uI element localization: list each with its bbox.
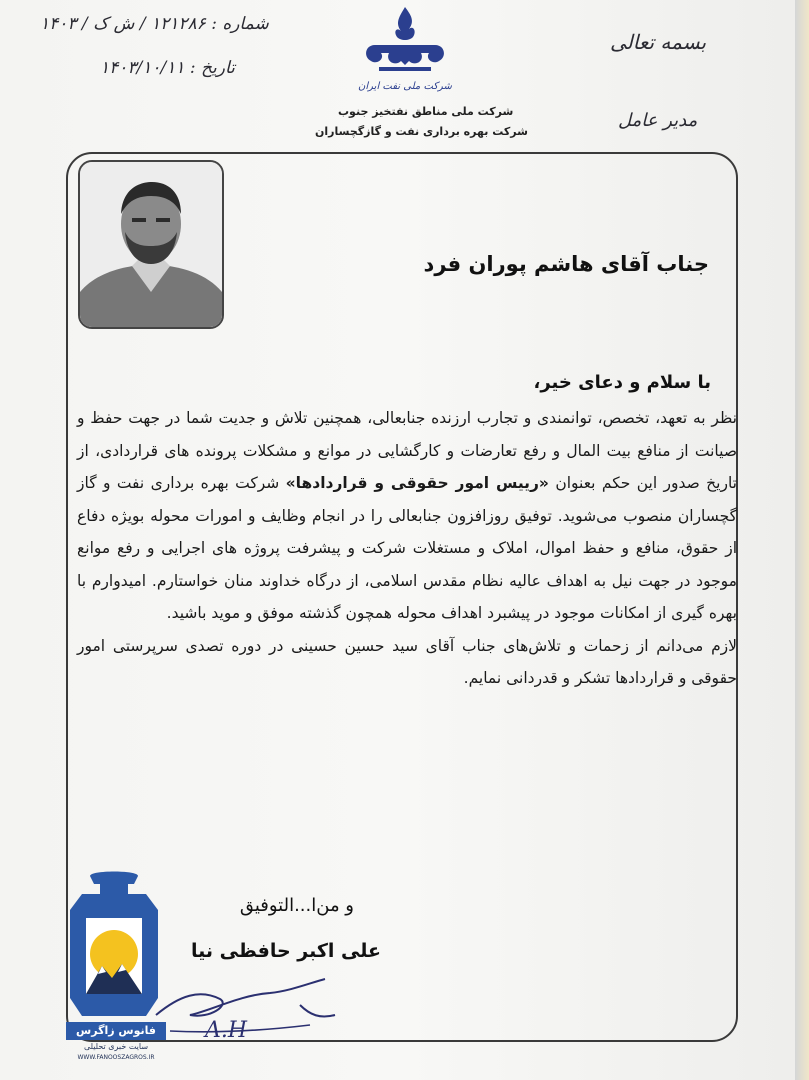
company-line-2: شرکت بهره برداری نفت و گازگچساران	[315, 125, 528, 138]
watermark-subtitle: سایت خبری تحلیلی	[83, 1042, 149, 1051]
paragraph-1	[77, 402, 737, 630]
recipient-photo	[78, 160, 224, 329]
letter-number	[40, 14, 269, 34]
signer-name: علی اکبر حافظی نیا	[191, 940, 381, 962]
paper-edge	[795, 0, 809, 1080]
recipient-name: جناب آقای هاشم پوران فرد	[423, 252, 709, 276]
number-label: شماره :	[211, 14, 269, 34]
date-label: تاریخ :	[189, 58, 235, 78]
nioc-logo	[355, 5, 455, 97]
watermark-logo	[60, 870, 168, 1070]
signature	[150, 975, 340, 1045]
watermark-url: WWW.FANOOSZAGROS.IR	[77, 1054, 155, 1061]
signature-initials: A.H	[205, 1018, 248, 1043]
p1-after: شرکت بهره برداری نفت و گاز گچساران منصوب می‌شوید. توفیق روزافزون جنابعالی را در انجام وظایف و امورات محوله بویژه دفاع از حقوق، منافع و حفظ اموال، املاک و مستغلات شرکت و پیشرفت پروژه های اجرایی و رفع موانع موجود در جهت نیل به اهداف عالیه نظام مقدس اسلامی، از درگاه خداوند منان خواستارم. امیدوارم با بهره گیری از امکانات موجود در پیشبرد اهداف محوله همچون گذشته موفق و موید باشید.	[77, 474, 737, 622]
paragraph-2: لازم می‌دانم از زحمات و تلاش‌های جناب آقای سید حسین حسینی در دوره تصدی سرپرستی امور حقوقی و قراردادها تشکر و قدردانی نمایم.	[77, 636, 737, 687]
closing: و من‌ا...التوفیق	[239, 895, 354, 916]
lantern-icon	[60, 870, 168, 1030]
letter-body	[77, 402, 737, 695]
date-value: ۱۴۰۳/۱۰/۱۱	[100, 58, 185, 78]
letter-date	[100, 58, 235, 78]
watermark-title: فانوس زاگرس	[66, 1022, 166, 1040]
basmala: بسمه تعالی	[610, 30, 707, 54]
p1-before: نظر به تعهد، تخصص، توانمندی و تجارب ارزنده جنابعالی، همچنین تلاش و جدیت شما در جهت حفظ و صیانت از منافع بیت المال و رفع تعارضات و کارگشایی در موانع و مشکلات پرونده های قراردادی، از تاریخ صدور این حکم بعنوان	[77, 409, 737, 492]
position-title: «رییس امور حقوقی و قراردادها»	[285, 474, 549, 492]
office-title: مدیر عامل	[618, 110, 698, 131]
portrait-image	[80, 162, 222, 327]
greeting: با سلام و دعای خیر،	[533, 372, 711, 393]
company-line-1: شرکت ملی مناطق نفتخیز جنوب	[338, 105, 514, 118]
logo-text: شرکت ملی نفت ایران	[358, 81, 452, 92]
number-value: ۱۲۱۲۸۶ / ش ک / ۱۴۰۳	[40, 14, 206, 34]
